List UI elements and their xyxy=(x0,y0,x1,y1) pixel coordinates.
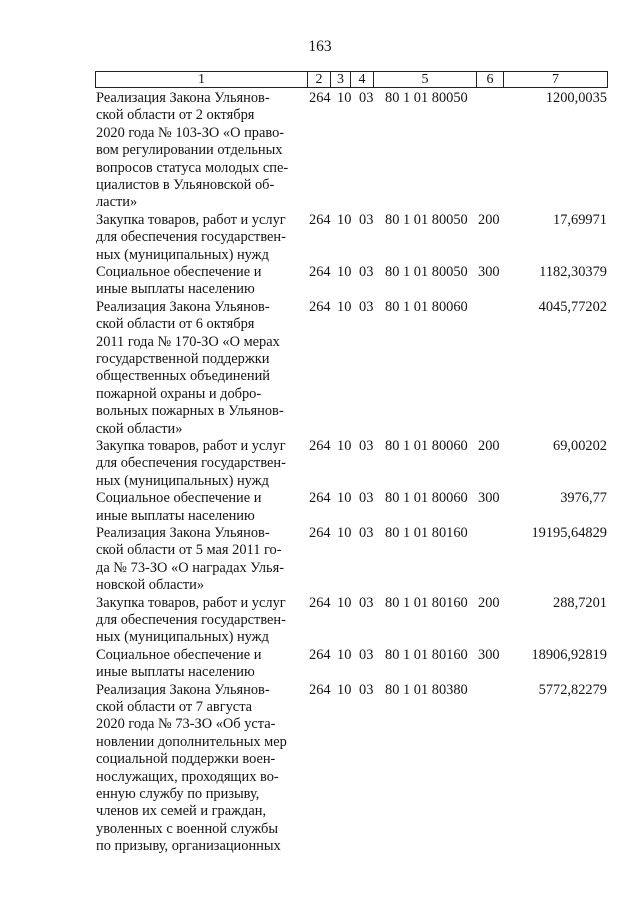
header-col-7: 7 xyxy=(503,72,607,87)
description-line: общественных объединений xyxy=(96,368,270,385)
cell-amount: 69,00202 xyxy=(553,437,607,454)
header-col-3: 3 xyxy=(330,72,350,87)
description-line: уволенных с военной службы xyxy=(96,820,278,837)
description-line: Социальное обеспечение и xyxy=(96,263,262,280)
description-line: Закупка товаров, работ и услуг xyxy=(96,594,286,611)
description-line: вом регулировании отдельных xyxy=(96,142,283,159)
cell-target-article: 80 1 01 80160 xyxy=(385,594,468,611)
description-line: Закупка товаров, работ и услуг xyxy=(96,211,286,228)
header-col-1: 1 xyxy=(198,72,205,87)
row-description xyxy=(96,682,301,856)
cell-amount: 5772,82279 xyxy=(538,681,607,698)
description-line: Реализация Закона Ульянов- xyxy=(96,90,270,106)
table-row xyxy=(0,595,640,647)
header-col-4: 4 xyxy=(350,72,373,87)
description-line: циалистов в Ульяновской об- xyxy=(96,177,275,194)
row-description xyxy=(96,264,301,299)
cell-amount: 1182,30379 xyxy=(539,263,607,280)
cell-ministry-code: 264 xyxy=(309,524,331,541)
cell-section: 10 xyxy=(337,211,352,228)
description-line: ных (муниципальных) нужд xyxy=(96,629,269,646)
cell-section: 10 xyxy=(337,90,352,106)
cell-subsection: 03 xyxy=(359,437,374,454)
row-description xyxy=(96,525,301,595)
cell-amount: 19195,64829 xyxy=(531,524,607,541)
cell-ministry-code: 264 xyxy=(309,437,331,454)
cell-amount: 3976,77 xyxy=(560,490,607,507)
table-row xyxy=(0,490,640,525)
description-line: вопросов статуса молодых спе- xyxy=(96,159,289,176)
header-col-2: 2 xyxy=(307,72,330,87)
table-row xyxy=(0,647,640,682)
cell-section: 10 xyxy=(337,437,352,454)
description-line: ской области» xyxy=(96,420,183,437)
description-line: социальной поддержки воен- xyxy=(96,751,276,768)
table-row xyxy=(0,264,640,299)
cell-subsection: 03 xyxy=(359,298,374,315)
description-line: новской области» xyxy=(96,577,205,594)
description-line: для обеспечения государствен- xyxy=(96,229,286,246)
table-header xyxy=(95,71,608,88)
row-description xyxy=(96,595,301,647)
description-line: Реализация Закона Ульянов- xyxy=(96,524,270,541)
description-line: для обеспечения государствен- xyxy=(96,455,286,472)
description-line: иные выплаты населению xyxy=(96,507,255,524)
cell-section: 10 xyxy=(337,298,352,315)
cell-expense-type: 300 xyxy=(478,490,500,507)
description-line: Реализация Закона Ульянов- xyxy=(96,298,270,315)
cell-target-article: 80 1 01 80380 xyxy=(385,681,468,698)
description-line: 2011 года № 170-ЗО «О мерах xyxy=(96,333,280,350)
cell-ministry-code: 264 xyxy=(309,490,331,507)
description-line: ных (муниципальных) нужд xyxy=(96,472,269,489)
table-row xyxy=(0,525,640,595)
description-line: енную службу по призыву, xyxy=(96,785,260,802)
table-row xyxy=(0,212,640,264)
table-row xyxy=(0,438,640,490)
cell-subsection: 03 xyxy=(359,646,374,663)
cell-expense-type: 300 xyxy=(478,646,500,663)
description-line: да № 73-ЗО «О наградах Улья- xyxy=(96,559,284,576)
description-line: по призыву, организационных xyxy=(96,838,281,855)
description-line: вольных пожарных в Ульянов- xyxy=(96,403,284,420)
row-description xyxy=(96,647,301,682)
cell-expense-type: 200 xyxy=(478,437,500,454)
table-row xyxy=(0,90,640,212)
cell-amount: 18906,92819 xyxy=(531,646,607,663)
cell-section: 10 xyxy=(337,681,352,698)
cell-subsection: 03 xyxy=(359,263,374,280)
table-row xyxy=(0,682,640,856)
row-description xyxy=(96,299,301,438)
description-line: Закупка товаров, работ и услуг xyxy=(96,437,286,454)
description-line: 2020 года № 103-ЗО «О право- xyxy=(96,124,285,141)
cell-subsection: 03 xyxy=(359,211,374,228)
description-line: ных (муниципальных) нужд xyxy=(96,246,269,263)
page-number: 163 xyxy=(308,38,332,55)
description-line: государственной поддержки xyxy=(96,351,270,367)
cell-target-article: 80 1 01 80050 xyxy=(385,211,468,228)
description-line: новлении дополнительных мер xyxy=(96,733,287,750)
description-line: пожарной охраны и добро- xyxy=(96,385,262,402)
header-col-5: 5 xyxy=(373,72,476,87)
cell-subsection: 03 xyxy=(359,490,374,507)
header-col-6: 6 xyxy=(476,72,503,87)
description-line: Реализация Закона Ульянов- xyxy=(96,681,270,698)
cell-ministry-code: 264 xyxy=(309,594,331,611)
cell-section: 10 xyxy=(337,490,352,507)
cell-expense-type: 200 xyxy=(478,594,500,611)
description-line: ской области от 6 октября xyxy=(96,316,255,333)
description-line: Социальное обеспечение и xyxy=(96,646,262,663)
description-line: ской области от 5 мая 2011 го- xyxy=(96,542,282,559)
cell-ministry-code: 264 xyxy=(309,263,331,280)
cell-ministry-code: 264 xyxy=(309,681,331,698)
cell-subsection: 03 xyxy=(359,90,374,106)
cell-ministry-code: 264 xyxy=(309,298,331,315)
cell-section: 10 xyxy=(337,263,352,280)
cell-subsection: 03 xyxy=(359,594,374,611)
description-line: 2020 года № 73-ЗО «Об уста- xyxy=(96,716,276,733)
cell-ministry-code: 264 xyxy=(309,90,331,106)
cell-expense-type: 300 xyxy=(478,263,500,280)
cell-amount: 17,69971 xyxy=(553,211,607,228)
cell-target-article: 80 1 01 80060 xyxy=(385,437,468,454)
cell-amount: 4045,77202 xyxy=(538,298,607,315)
cell-ministry-code: 264 xyxy=(309,211,331,228)
description-line: иные выплаты населению xyxy=(96,664,255,681)
cell-target-article: 80 1 01 80060 xyxy=(385,298,468,315)
cell-section: 10 xyxy=(337,594,352,611)
cell-target-article: 80 1 01 80160 xyxy=(385,524,468,541)
description-line: ской области от 7 августа xyxy=(96,698,253,715)
cell-section: 10 xyxy=(337,646,352,663)
table-body xyxy=(0,90,640,856)
row-description xyxy=(96,490,301,525)
description-line: иные выплаты населению xyxy=(96,281,255,298)
cell-target-article: 80 1 01 80050 xyxy=(385,90,468,106)
row-description xyxy=(96,90,301,212)
description-line: ской области от 2 октября xyxy=(96,107,255,124)
cell-target-article: 80 1 01 80060 xyxy=(385,490,468,507)
cell-subsection: 03 xyxy=(359,681,374,698)
cell-section: 10 xyxy=(337,524,352,541)
table-row xyxy=(0,299,640,438)
description-line: для обеспечения государствен- xyxy=(96,611,286,628)
cell-expense-type: 200 xyxy=(478,211,500,228)
cell-amount: 288,7201 xyxy=(553,594,607,611)
row-description xyxy=(96,212,301,264)
description-line: членов их семей и граждан, xyxy=(96,803,267,820)
cell-ministry-code: 264 xyxy=(309,646,331,663)
description-line: Социальное обеспечение и xyxy=(96,490,262,507)
cell-amount: 1200,0035 xyxy=(545,90,607,106)
cell-target-article: 80 1 01 80050 xyxy=(385,263,468,280)
description-line: ласти» xyxy=(96,194,138,211)
row-description xyxy=(96,438,301,490)
description-line: нослужащих, проходящих во- xyxy=(96,768,279,785)
cell-target-article: 80 1 01 80160 xyxy=(385,646,468,663)
cell-subsection: 03 xyxy=(359,524,374,541)
